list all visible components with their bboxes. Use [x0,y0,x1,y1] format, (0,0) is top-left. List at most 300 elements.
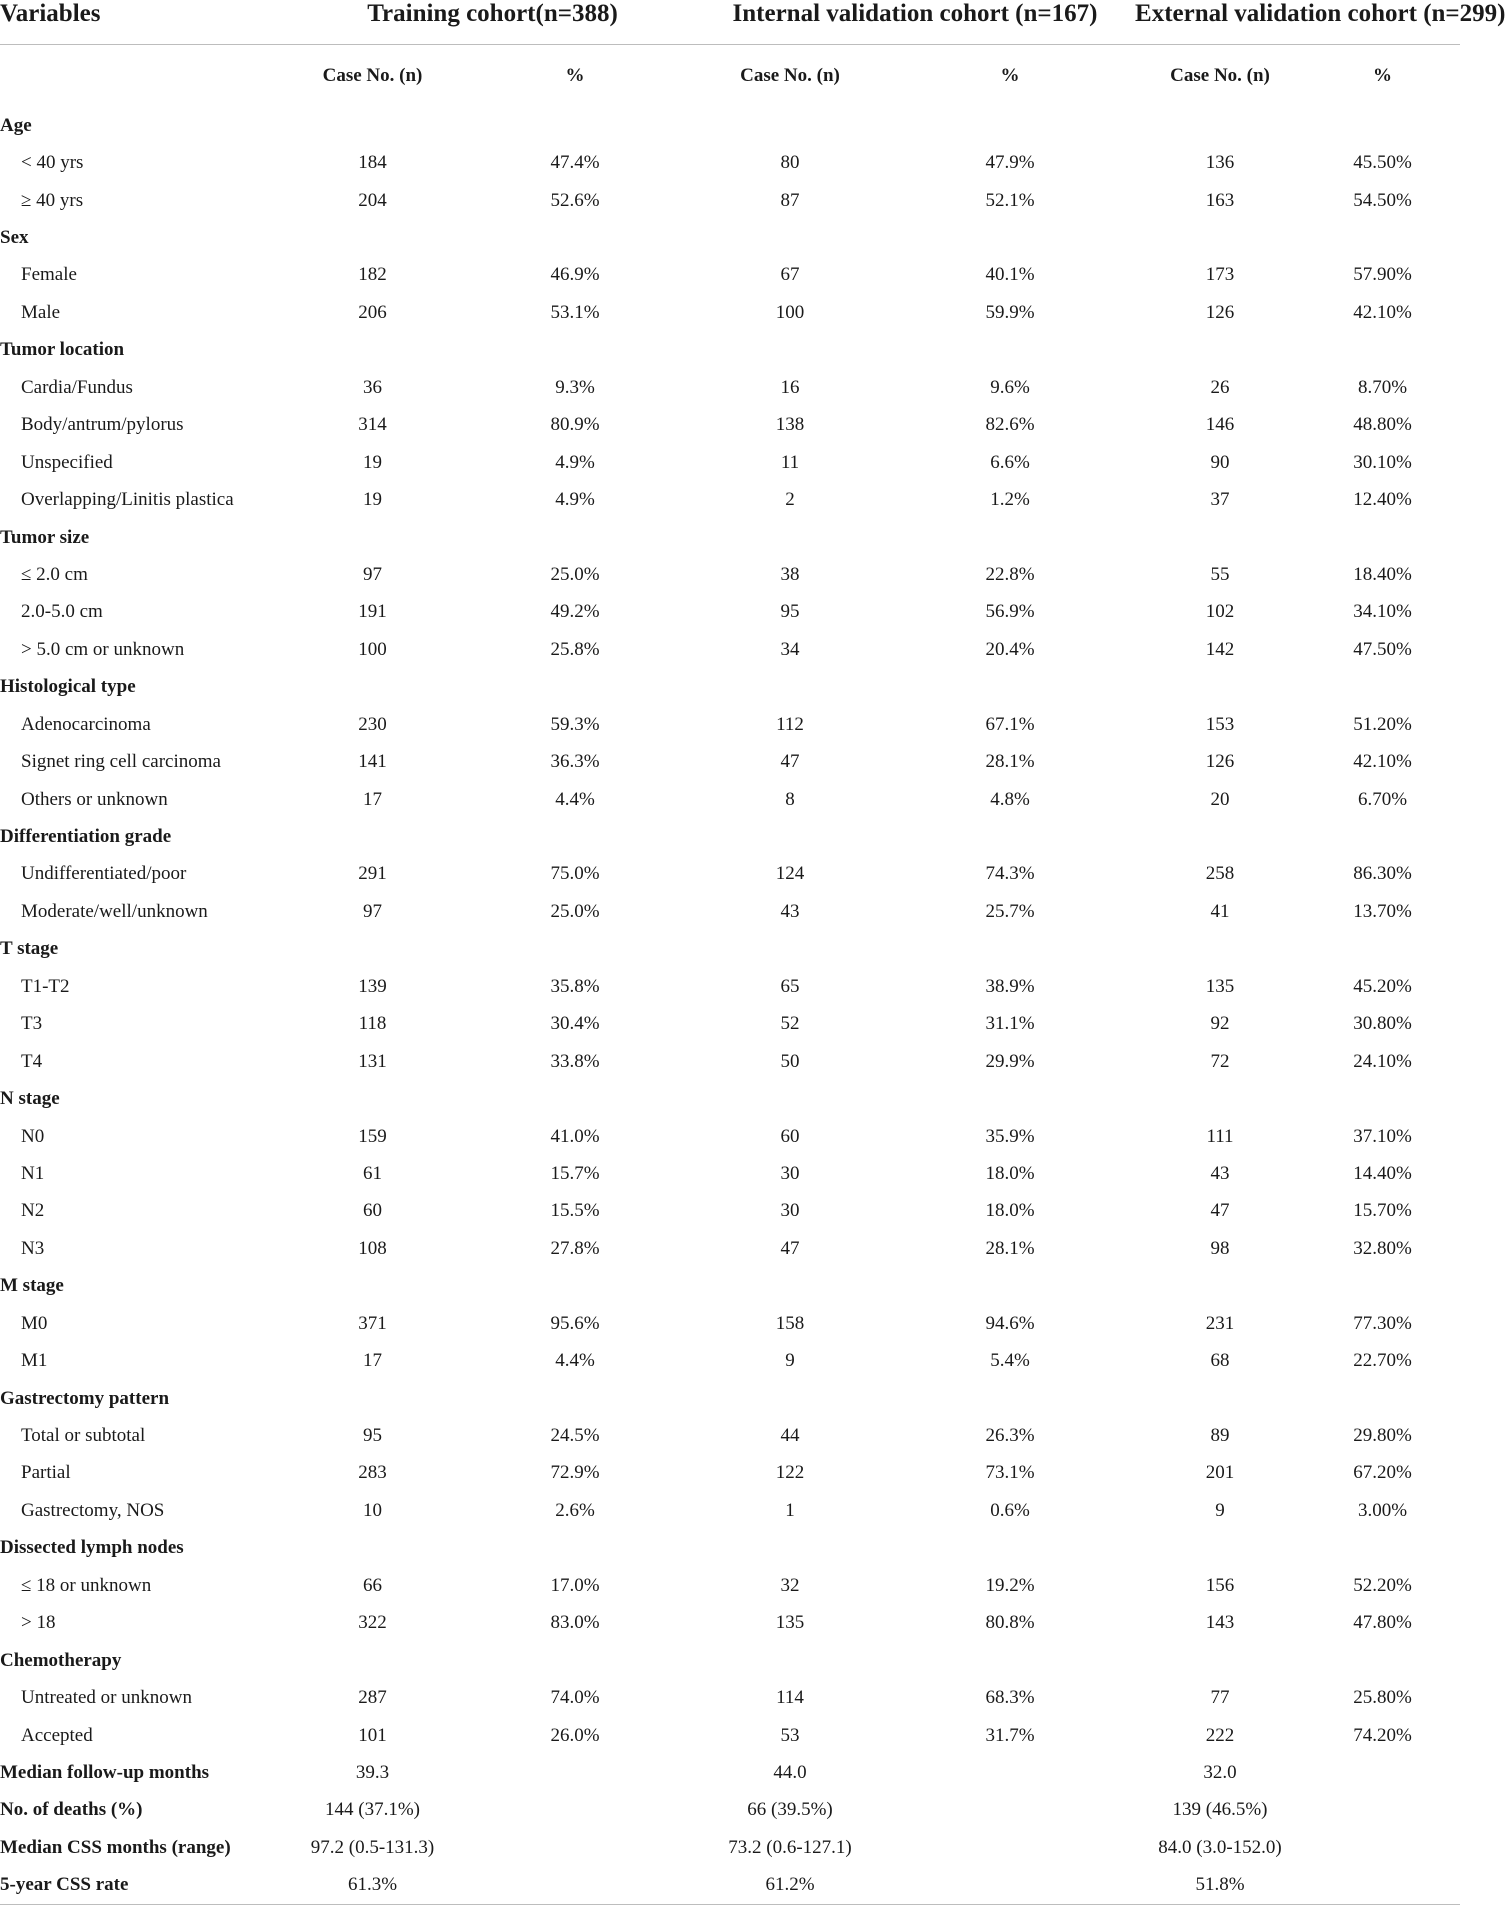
group-header-row [0,219,1460,256]
percent-cell: 56.9% [985,601,1035,623]
row-label: Cardia/Fundus [21,376,133,398]
percent-cell: 0.6% [990,1499,1030,1521]
percent-cell: 18.0% [985,1162,1035,1184]
percent-cell: 26.0% [550,1724,600,1746]
case-count-cell: 146 [1205,414,1235,436]
table-row [0,369,1460,406]
percent-cell: 73.1% [985,1462,1035,1484]
case-count-cell: 38 [780,563,800,585]
empty-cell [1135,1530,1305,1567]
table-row [0,1342,1460,1379]
empty-cell [455,669,695,706]
percent-cell: 47.4% [550,152,600,174]
empty-cell [885,1829,1135,1866]
empty-cell [1135,1642,1305,1679]
case-count-cell: 314 [358,414,387,436]
summary-row [0,1867,1460,1905]
summary-value: 66 (39.5%) [747,1799,833,1821]
percent-cell: 28.1% [985,1237,1035,1259]
case-count-cell: 11 [780,451,800,473]
percent-cell: 77.30% [1353,1312,1412,1334]
empty-cell [695,219,885,256]
percent-cell: 30.10% [1353,451,1412,473]
case-count-cell: 43 [1210,1162,1230,1184]
empty-cell [1135,931,1305,968]
case-count-cell: 126 [1205,301,1235,323]
percent-cell: 52.6% [550,189,600,211]
percent-cell: 17.0% [550,1574,600,1596]
empty-cell [1305,1268,1460,1305]
empty-cell [455,1642,695,1679]
empty-cell [695,1080,885,1117]
case-count-cell: 66 [363,1574,382,1596]
percent-cell: 19.2% [985,1574,1035,1596]
case-no-header: Case No. (n) [322,65,423,86]
row-label: N1 [21,1162,45,1184]
summary-value: 139 (46.5%) [1172,1799,1268,1821]
percent-cell: 80.8% [985,1612,1035,1634]
percent-header: % [565,65,585,86]
row-label: Adenocarcinoma [21,713,151,735]
empty-cell [1135,219,1305,256]
empty-cell [455,818,695,855]
case-count-cell: 95 [780,601,800,623]
empty-cell [1135,107,1305,144]
empty-cell [885,1754,1135,1791]
empty-cell [1135,1380,1305,1417]
empty-cell [455,1080,695,1117]
empty-cell [1135,519,1305,556]
table-row [0,1417,1460,1454]
case-count-cell: 9 [785,1350,795,1372]
percent-cell: 29.9% [985,1050,1035,1072]
percent-cell: 18.40% [1353,563,1412,585]
case-count-cell: 142 [1205,638,1235,660]
group-title: Dissected lymph nodes [0,1537,184,1559]
case-count-cell: 47 [780,751,800,773]
table-row [0,743,1460,780]
empty-cell [885,931,1135,968]
empty-cell [290,1080,455,1117]
percent-cell: 15.5% [550,1200,600,1222]
percent-cell: 1.2% [990,489,1030,511]
percent-cell: 48.80% [1353,414,1412,436]
table-row [0,1230,1460,1267]
case-count-cell: 47 [1210,1200,1230,1222]
table-row [0,594,1460,631]
percent-cell: 13.70% [1353,900,1412,922]
percent-cell: 25.0% [550,900,600,922]
percent-cell: 94.6% [985,1312,1035,1334]
percent-cell: 4.8% [990,788,1030,810]
empty-cell [1305,219,1460,256]
percent-cell: 42.10% [1353,751,1412,773]
percent-cell: 31.1% [985,1013,1035,1035]
group-title: Histological type [0,676,136,698]
case-count-cell: 122 [775,1462,805,1484]
group-title: Tumor size [0,526,90,548]
summary-value: 39.3 [355,1761,390,1783]
summary-label: Median follow-up months [0,1761,210,1783]
case-count-cell: 87 [780,189,800,211]
table-row [0,556,1460,593]
table-row [0,968,1460,1005]
empty-cell [885,107,1135,144]
case-count-cell: 100 [775,301,805,323]
case-count-cell: 17 [363,1350,382,1372]
case-count-cell: 77 [1210,1687,1230,1709]
empty-cell [290,1380,455,1417]
empty-cell [885,669,1135,706]
empty-cell [455,1792,695,1829]
case-count-cell: 92 [1210,1013,1230,1035]
table-row [0,1455,1460,1492]
empty-cell [695,519,885,556]
percent-cell: 52.20% [1353,1574,1412,1596]
percent-cell: 95.6% [550,1312,600,1334]
percent-cell: 45.50% [1353,152,1412,174]
percent-cell: 4.4% [555,1350,595,1372]
empty-cell [290,332,455,369]
table-row [0,1006,1460,1043]
empty-cell [1305,1380,1460,1417]
table-row [0,1492,1460,1529]
empty-cell [885,332,1135,369]
percent-cell: 40.1% [985,264,1035,286]
case-count-cell: 206 [358,301,387,323]
empty-cell [290,1530,455,1567]
summary-value: 51.8% [1135,1867,1305,1905]
case-count-cell: 201 [1205,1462,1235,1484]
summary-row [0,1754,1460,1791]
summary-value: 44.0 [773,1761,807,1783]
empty-cell [885,1268,1135,1305]
row-label: T1-T2 [21,975,70,997]
percent-cell: 22.70% [1353,1350,1412,1372]
case-count-cell: 173 [1205,264,1235,286]
empty-cell [290,107,455,144]
case-count-cell: 95 [363,1425,382,1447]
group-header-row [0,818,1460,855]
case-count-cell: 16 [780,376,800,398]
empty-cell [1135,818,1305,855]
table-header [0,0,1506,107]
percent-cell: 22.8% [985,563,1035,585]
case-count-cell: 159 [358,1125,387,1147]
internal-validation-cohort-header: Internal validation cohort (n=167) [695,0,1135,45]
empty-cell [455,1867,695,1905]
row-label: M1 [21,1350,48,1372]
group-title: M stage [0,1275,64,1297]
group-header-row [0,1530,1460,1567]
summary-row [0,1792,1460,1829]
empty-cell [885,219,1135,256]
row-label: ≤ 18 or unknown [21,1574,152,1596]
summary-value: 144 (37.1%) [325,1799,420,1821]
row-label: > 5.0 cm or unknown [21,638,185,660]
percent-cell: 59.3% [550,713,600,735]
percent-cell: 6.6% [990,451,1030,473]
case-count-cell: 97 [363,900,382,922]
case-count-cell: 2 [785,489,795,511]
percent-cell: 82.6% [985,414,1035,436]
percent-cell: 24.5% [550,1425,600,1447]
table-row [0,893,1460,930]
percent-cell: 8.70% [1357,376,1408,398]
percent-cell: 5.4% [990,1350,1030,1372]
group-title: T stage [0,938,59,960]
group-title: Age [0,114,32,136]
empty-cell [695,669,885,706]
case-count-cell: 98 [1210,1237,1230,1259]
empty-cell [290,219,455,256]
group-header-row [0,1380,1460,1417]
case-count-cell: 139 [358,975,387,997]
row-label: ≤ 2.0 cm [21,563,88,585]
percent-cell: 14.40% [1353,1162,1412,1184]
empty-cell [455,1268,695,1305]
empty-cell [1305,519,1460,556]
row-label: Untreated or unknown [21,1687,192,1709]
case-count-cell: 47 [780,1237,800,1259]
empty-cell [290,669,455,706]
percent-cell: 15.7% [550,1162,600,1184]
percent-cell: 59.9% [985,301,1035,323]
empty-cell [455,332,695,369]
case-count-cell: 44 [780,1425,800,1447]
percent-cell: 25.0% [550,563,600,585]
percent-cell: 75.0% [550,863,600,885]
empty-cell [1305,107,1460,144]
case-count-cell: 100 [358,638,387,660]
case-count-cell: 231 [1205,1312,1235,1334]
empty-cell [695,332,885,369]
group-header-row [0,519,1460,556]
row-label: Partial [21,1462,71,1484]
row-label: > 18 [21,1612,56,1634]
table-row [0,407,1460,444]
case-count-cell: 191 [358,601,387,623]
row-label: Moderate/well/unknown [21,900,208,922]
case-count-cell: 17 [363,788,382,810]
group-title: N stage [0,1088,60,1110]
summary-label: 5-year CSS rate [0,1867,290,1905]
case-count-cell: 19 [363,489,382,511]
row-label: Female [21,264,77,286]
percent-cell: 47.80% [1353,1612,1412,1634]
row-label: Gastrectomy, NOS [21,1499,165,1521]
percent-cell: 53.1% [550,301,600,323]
case-count-cell: 143 [1205,1612,1235,1634]
percent-cell: 54.50% [1353,189,1412,211]
table-row [0,781,1460,818]
empty-cell [1305,1867,1460,1905]
empty-cell [695,931,885,968]
table-row [0,182,1460,219]
empty-cell [1135,332,1305,369]
percent-cell: 38.9% [985,975,1035,997]
percent-cell: 3.00% [1357,1499,1408,1521]
case-count-cell: 112 [776,713,804,735]
case-count-cell: 153 [1205,713,1235,735]
table-row [0,856,1460,893]
empty-cell [885,1380,1135,1417]
empty-cell [0,45,290,108]
percent-cell: 47.9% [985,152,1035,174]
case-count-cell: 258 [1205,863,1235,885]
table-row [0,257,1460,294]
group-header-row [0,332,1460,369]
empty-cell [885,1642,1135,1679]
group-header-row [0,1268,1460,1305]
empty-cell [1135,1080,1305,1117]
empty-cell [1305,818,1460,855]
percent-cell: 25.80% [1353,1687,1412,1709]
group-header-row [0,669,1460,706]
empty-cell [455,1754,695,1791]
summary-value: 84.0 (3.0-152.0) [1158,1836,1282,1858]
empty-cell [695,1530,885,1567]
group-title: Chemotherapy [0,1649,122,1671]
case-count-cell: 80 [780,152,800,174]
empty-cell [885,519,1135,556]
empty-cell [290,1268,455,1305]
empty-cell [455,1829,695,1866]
case-count-cell: 72 [1210,1050,1230,1072]
case-count-cell: 97 [363,563,382,585]
case-count-cell: 204 [358,189,387,211]
case-count-cell: 138 [775,414,805,436]
table-row [0,144,1460,181]
group-header-row [0,1642,1460,1679]
percent-cell: 68.3% [985,1687,1035,1709]
percent-cell: 74.0% [550,1687,600,1709]
empty-cell [290,931,455,968]
case-count-cell: 371 [358,1312,387,1334]
case-count-cell: 32 [780,1574,800,1596]
empty-cell [455,931,695,968]
percent-header: % [1000,65,1020,86]
row-label: M0 [21,1312,48,1334]
percent-cell: 36.3% [550,751,600,773]
empty-cell [1305,669,1460,706]
empty-cell [455,519,695,556]
case-count-cell: 131 [358,1050,387,1072]
case-count-cell: 111 [1206,1125,1234,1147]
percent-cell: 9.6% [990,376,1030,398]
empty-cell [885,818,1135,855]
percent-cell: 31.7% [985,1724,1035,1746]
empty-cell [885,1867,1135,1905]
case-count-cell: 135 [1205,975,1235,997]
table-row [0,1567,1460,1604]
case-count-cell: 126 [1205,751,1235,773]
summary-label: Median CSS months (range) [0,1836,231,1858]
case-count-cell: 20 [1210,788,1230,810]
row-label: Others or unknown [21,788,168,810]
case-no-header: Case No. (n) [1170,65,1270,86]
row-label: T3 [21,1013,43,1035]
variables-header: Variables [0,0,290,45]
percent-cell: 35.8% [550,975,600,997]
case-count-cell: 287 [358,1687,387,1709]
summary-row [0,1829,1460,1866]
case-count-cell: 108 [358,1237,387,1259]
percent-cell: 72.9% [550,1462,600,1484]
table-row [0,444,1460,481]
case-count-cell: 50 [780,1050,800,1072]
case-count-cell: 114 [776,1687,804,1709]
table-row [0,481,1460,518]
empty-cell [455,1530,695,1567]
empty-cell [1305,1829,1460,1866]
case-count-cell: 43 [780,900,800,922]
percent-cell: 30.80% [1353,1013,1412,1035]
percent-cell: 18.0% [985,1200,1035,1222]
cohort-header-row [0,0,1460,45]
row-label: Total or subtotal [21,1425,146,1447]
case-count-cell: 19 [363,451,382,473]
case-count-cell: 53 [780,1724,800,1746]
table-row [0,1305,1460,1342]
case-count-cell: 60 [780,1125,800,1147]
percent-cell: 4.4% [555,788,595,810]
row-label: Accepted [21,1724,93,1746]
case-count-cell: 67 [780,264,800,286]
percent-cell: 28.1% [985,751,1035,773]
empty-cell [455,1380,695,1417]
table-row [0,1155,1460,1192]
empty-cell [1305,1754,1460,1791]
case-count-cell: 156 [1205,1574,1235,1596]
percent-cell: 52.1% [985,189,1035,211]
row-label: Body/antrum/pylorus [21,414,184,436]
percent-cell: 80.9% [550,414,600,436]
table-row [0,706,1460,743]
percent-header: % [1373,65,1393,86]
case-count-cell: 1 [785,1499,795,1521]
table-row [0,1118,1460,1155]
percent-cell: 15.70% [1353,1200,1412,1222]
case-count-cell: 41 [1210,900,1230,922]
row-label: N0 [21,1125,45,1147]
empty-cell [1305,1792,1460,1829]
percent-cell: 33.8% [550,1050,600,1072]
case-count-cell: 68 [1210,1350,1230,1372]
percent-cell: 29.80% [1353,1425,1412,1447]
percent-cell: 51.20% [1353,713,1412,735]
case-count-cell: 34 [780,638,800,660]
row-label: Signet ring cell carcinoma [21,751,221,773]
case-count-cell: 136 [1205,152,1235,174]
percent-cell: 32.80% [1353,1237,1412,1259]
percent-cell: 26.3% [985,1425,1035,1447]
case-count-cell: 184 [358,152,387,174]
empty-cell [455,219,695,256]
percent-cell: 49.2% [550,601,600,623]
row-label: Male [21,301,61,323]
case-count-cell: 230 [358,713,387,735]
empty-cell [290,818,455,855]
table-body [0,107,1460,1905]
empty-cell [1305,1530,1460,1567]
percent-cell: 57.90% [1353,264,1412,286]
percent-cell: 24.10% [1353,1050,1412,1072]
case-count-cell: 52 [780,1013,800,1035]
case-count-cell: 30 [780,1162,800,1184]
case-count-cell: 222 [1205,1724,1235,1746]
group-header-row [0,931,1460,968]
